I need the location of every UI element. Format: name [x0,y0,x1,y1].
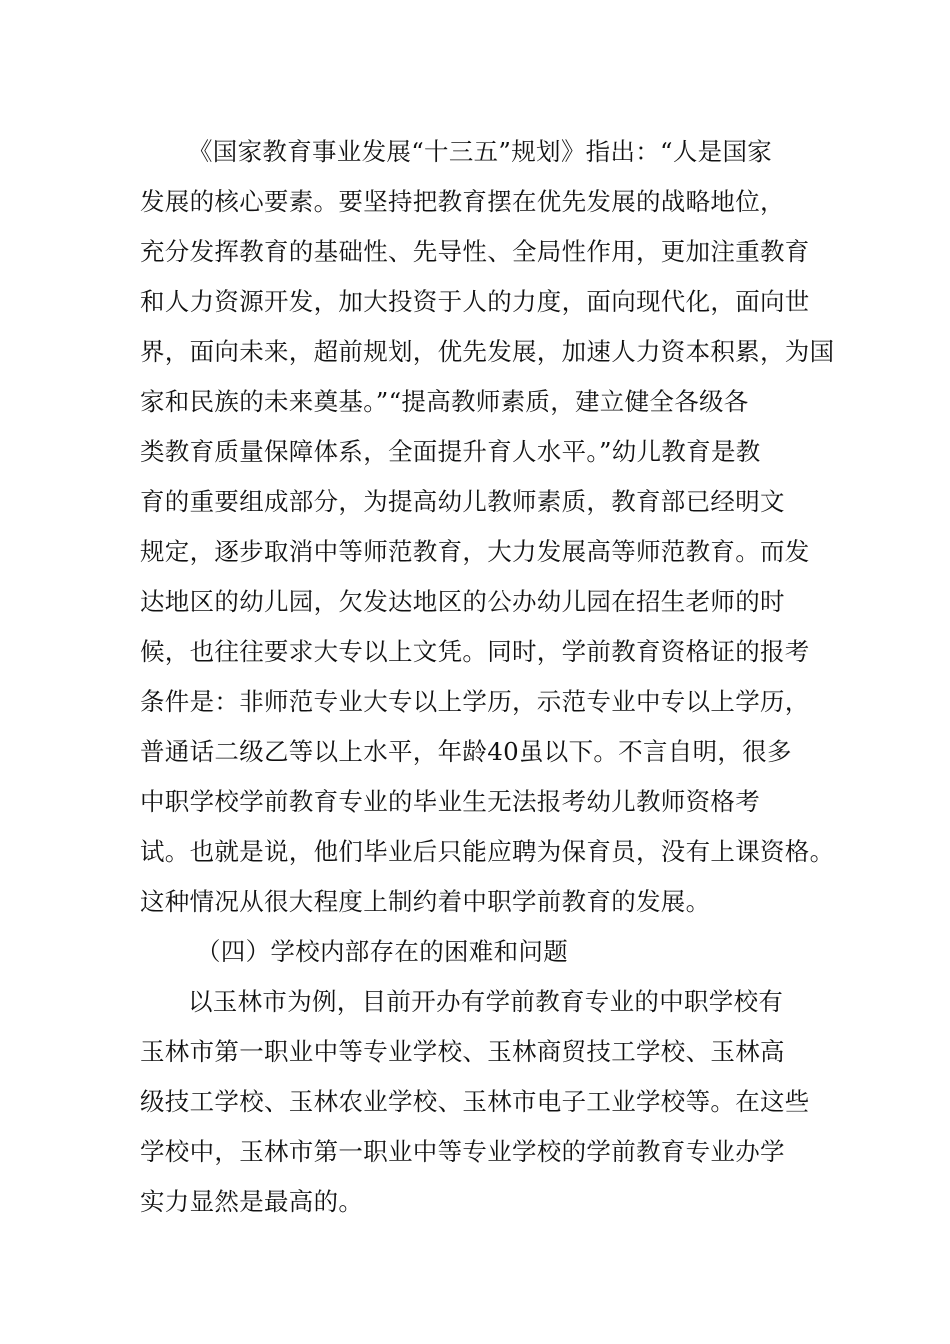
paragraph-line: 发展的核心要素。要坚持把教育摆在优先发展的战略地位， [140,187,785,216]
paragraph-line: 这种情况从很大程度上制约着中职学前教育的发展。 [140,887,711,916]
paragraph-line: 候，也往往要求大专以上文凭。同时，学前教育资格证的报考 [140,637,810,666]
paragraph-line: 界，面向未来，超前规划，优先发展，加速人力资本积累，为国 [140,337,835,366]
paragraph-line: 条件是：非师范专业大专以上学历，示范专业中专以上学历， [140,687,810,716]
paragraph-line: 普通话二级乙等以上水平，年龄40虽以下。不言自明，很多 [140,737,792,766]
paragraph-line: 中职学校学前教育专业的毕业生无法报考幼儿教师资格考 [140,787,760,816]
paragraph-line: 《国家教育事业发展“十三五”规划》指出：“人是国家 [188,137,773,166]
paragraph-line: 家和民族的未来奠基。”“提高教师素质，建立健全各级各 [140,387,749,416]
paragraph-line: 规定，逐步取消中等师范教育，大力发展高等师范教育。而发 [140,537,810,566]
paragraph-line: 试。也就是说，他们毕业后只能应聘为保育员，没有上课资格。 [140,837,835,866]
paragraph-line: 级技工学校、玉林农业学校、玉林市电子工业学校等。在这些 [140,1087,810,1116]
paragraph-line: 达地区的幼儿园，欠发达地区的公办幼儿园在招生老师的时 [140,587,785,616]
paragraph-line: 和人力资源开发，加大投资于人的力度，面向现代化，面向世 [140,287,810,316]
body-text [140,127,840,1227]
paragraph-line: 充分发挥教育的基础性、先导性、全局性作用，更加注重教育 [140,237,810,266]
paragraph-line: 学校中，玉林市第一职业中等专业学校的学前教育专业办学 [140,1137,785,1166]
paragraph-line: 玉林市第一职业中等专业学校、玉林商贸技工学校、玉林高 [140,1037,785,1066]
section-heading: （四）学校内部存在的困难和问题 [196,937,568,966]
paragraph-line: 以玉林市为例，目前开办有学前教育专业的中职学校有 [188,987,784,1016]
paragraph-line: 实力显然是最高的。 [140,1187,364,1216]
paragraph-line: 类教育质量保障体系，全面提升育人水平。”幼儿教育是教 [140,437,761,466]
paragraph-line: 育的重要组成部分，为提高幼儿教师素质，教育部已经明文 [140,487,785,516]
